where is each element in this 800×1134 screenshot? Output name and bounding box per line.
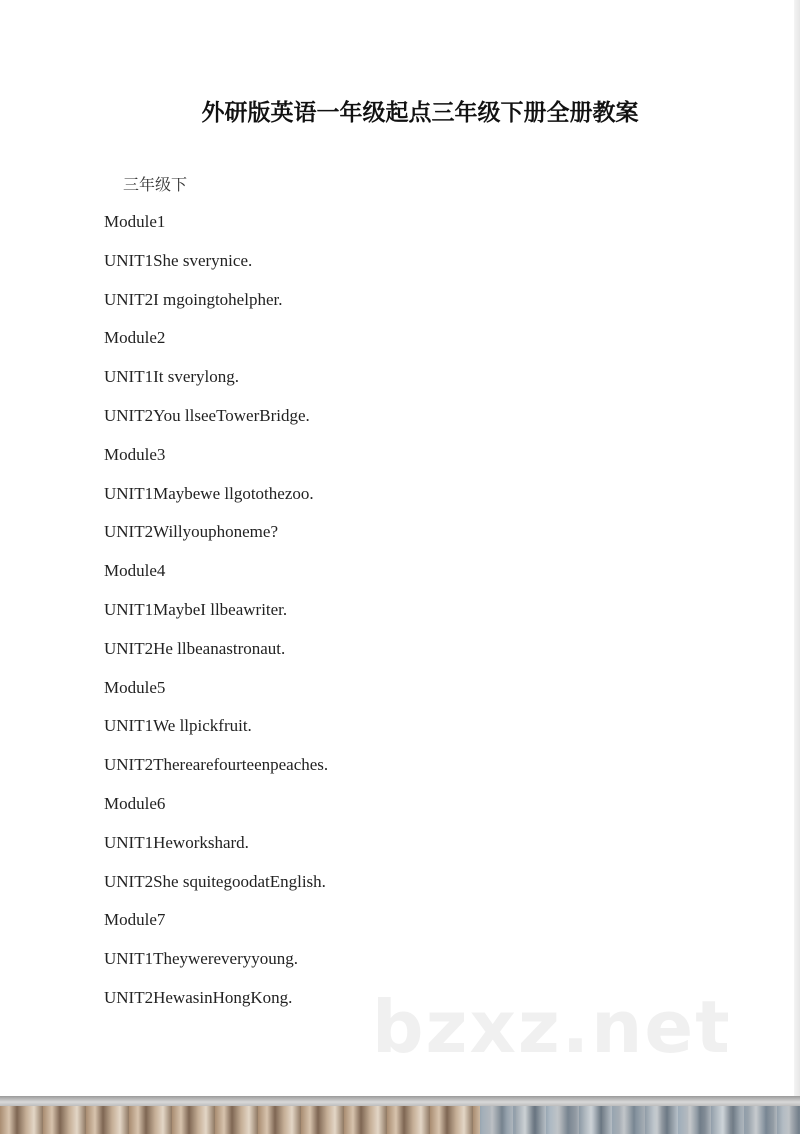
module-heading: Module7	[104, 910, 166, 930]
page-bottom-divider	[0, 1096, 800, 1106]
unit-entry: UNIT2She squitegoodatEnglish.	[104, 871, 326, 891]
unit-entry: UNIT1We llpickfruit.	[104, 716, 252, 736]
unit-entry: UNIT2HewasinHongKong.	[104, 987, 293, 1007]
unit-entry: UNIT2Therearefourteenpeaches.	[104, 755, 329, 775]
page-edge-shadow	[794, 0, 800, 1096]
unit-entry: UNIT2Willyouphoneme?	[104, 522, 278, 542]
unit-entry: UNIT2I mgoingtohelpher.	[104, 289, 283, 309]
module-heading: Module3	[104, 444, 166, 464]
module-heading: Module6	[104, 793, 166, 813]
unit-entry: UNIT1Heworkshard.	[104, 832, 249, 852]
next-page-image-strip-right	[480, 1106, 800, 1134]
unit-entry: UNIT1Maybewe llgotothezoo.	[104, 483, 314, 503]
module-heading: Module2	[104, 328, 166, 348]
contents-list	[104, 212, 328, 1027]
unit-entry: UNIT1Theywereveryyoung.	[104, 949, 299, 969]
module-heading: Module5	[104, 677, 166, 697]
unit-entry: UNIT1MaybeI llbeawriter.	[104, 599, 288, 619]
module-heading: Module4	[104, 561, 166, 581]
document-title: 外研版英语一年级起点三年级下册全册教案	[201, 100, 639, 126]
unit-entry: UNIT2He llbeanastronaut.	[104, 638, 286, 658]
unit-entry: UNIT1She sverynice.	[104, 250, 253, 270]
document-subtitle: 三年级下	[123, 175, 188, 194]
module-heading: Module1	[104, 212, 166, 231]
unit-entry: UNIT1It sverylong.	[104, 367, 240, 387]
unit-entry: UNIT2You llseeTowerBridge.	[104, 405, 310, 425]
watermark: bzxz.net	[372, 985, 732, 1069]
